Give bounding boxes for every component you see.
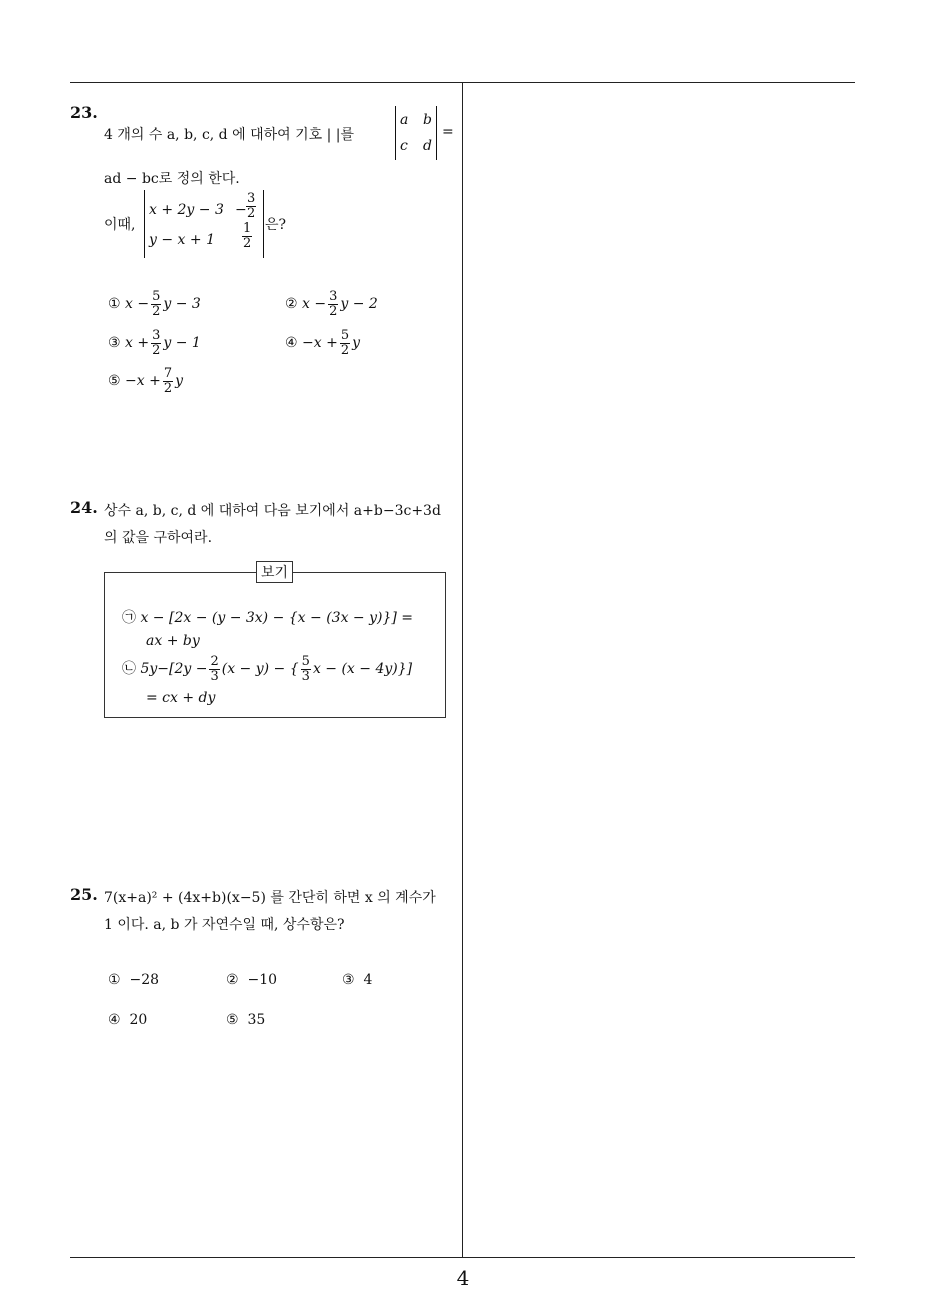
q25-line1: 7(x+a)² + (4x+b)(x−5) 를 간단히 하면 x 의 계수가	[104, 890, 436, 906]
q24-item2-line1: ㉡ 5y−[2y − $\frac{2}{3}$ (x − y) − { $\frac{5}{3}$ x − (x − 4y)}]	[122, 654, 413, 684]
q25-choice-5[interactable]: ⑤ 35	[226, 1012, 266, 1028]
matrix-a: a	[400, 112, 409, 128]
q25-choice-2[interactable]: ② −10	[226, 972, 278, 988]
q23-line2: ad − bc로 정의 한다.	[104, 171, 240, 187]
q25-choice-1[interactable]: ① −28	[108, 972, 160, 988]
matrix-c: c	[400, 138, 408, 154]
q25-number: 25.	[70, 885, 98, 904]
q25-choice-3[interactable]: ③ 4	[342, 972, 373, 988]
q23-choice-3[interactable]: ③ x + $\frac{3}{2}$ y − 1	[108, 328, 201, 358]
q24-item1-line1: ㉠ x − [2x − (y − 3x) − {x − (3x − y)}] =	[122, 610, 414, 626]
det-r2c2-frac: $\frac{1}{2}$	[243, 221, 252, 251]
matrix-d: d	[423, 138, 432, 154]
det-r1c2-frac: $\frac{3}{2}$	[247, 191, 256, 221]
q25-choice-4[interactable]: ④ 20	[108, 1012, 148, 1028]
q23-symbol-matrix	[395, 106, 437, 160]
q24-item1-line2: ax + by	[146, 633, 200, 649]
det-r1c1: x + 2y − 3	[149, 202, 224, 218]
q24-box-label: 보기	[256, 561, 293, 583]
q23-choice-1[interactable]: ① x − $\frac{5}{2}$ y − 3	[108, 289, 201, 319]
matrix-b: b	[423, 112, 432, 128]
q23-line3-post: 은?	[265, 217, 287, 233]
q25-line2: 1 이다. a, b 가 자연수일 때, 상수항은?	[104, 917, 345, 933]
q23-choice-2[interactable]: ② x − $\frac{3}{2}$ y − 2	[285, 289, 378, 319]
det-r2c1: y − x + 1	[149, 232, 215, 248]
q24-item2-line2: = cx + dy	[146, 690, 216, 706]
q23-determinant	[144, 190, 264, 258]
det-r1c2-sign: −	[235, 202, 247, 218]
q24-line1: 상수 a, b, c, d 에 대하여 다음 보기에서 a+b−3c+3d	[104, 503, 441, 519]
q23-line3-pre: 이때,	[104, 217, 136, 233]
q23-number: 23.	[70, 103, 98, 122]
page-number: 4	[456, 1266, 470, 1290]
q23-line1: 4 개의 수 a, b, c, d 에 대하여 기호 | |를	[104, 127, 354, 143]
q23-choice-5[interactable]: ⑤ −x + $\frac{7}{2}$ y	[108, 366, 184, 396]
q23-choice-4[interactable]: ④ −x + $\frac{5}{2}$ y	[285, 328, 361, 358]
q24-line2: 의 값을 구하여라.	[104, 530, 213, 546]
q24-number: 24.	[70, 498, 98, 517]
bottom-rule	[70, 1257, 855, 1258]
q23-equals: =	[442, 124, 454, 140]
column-divider	[462, 82, 463, 1258]
